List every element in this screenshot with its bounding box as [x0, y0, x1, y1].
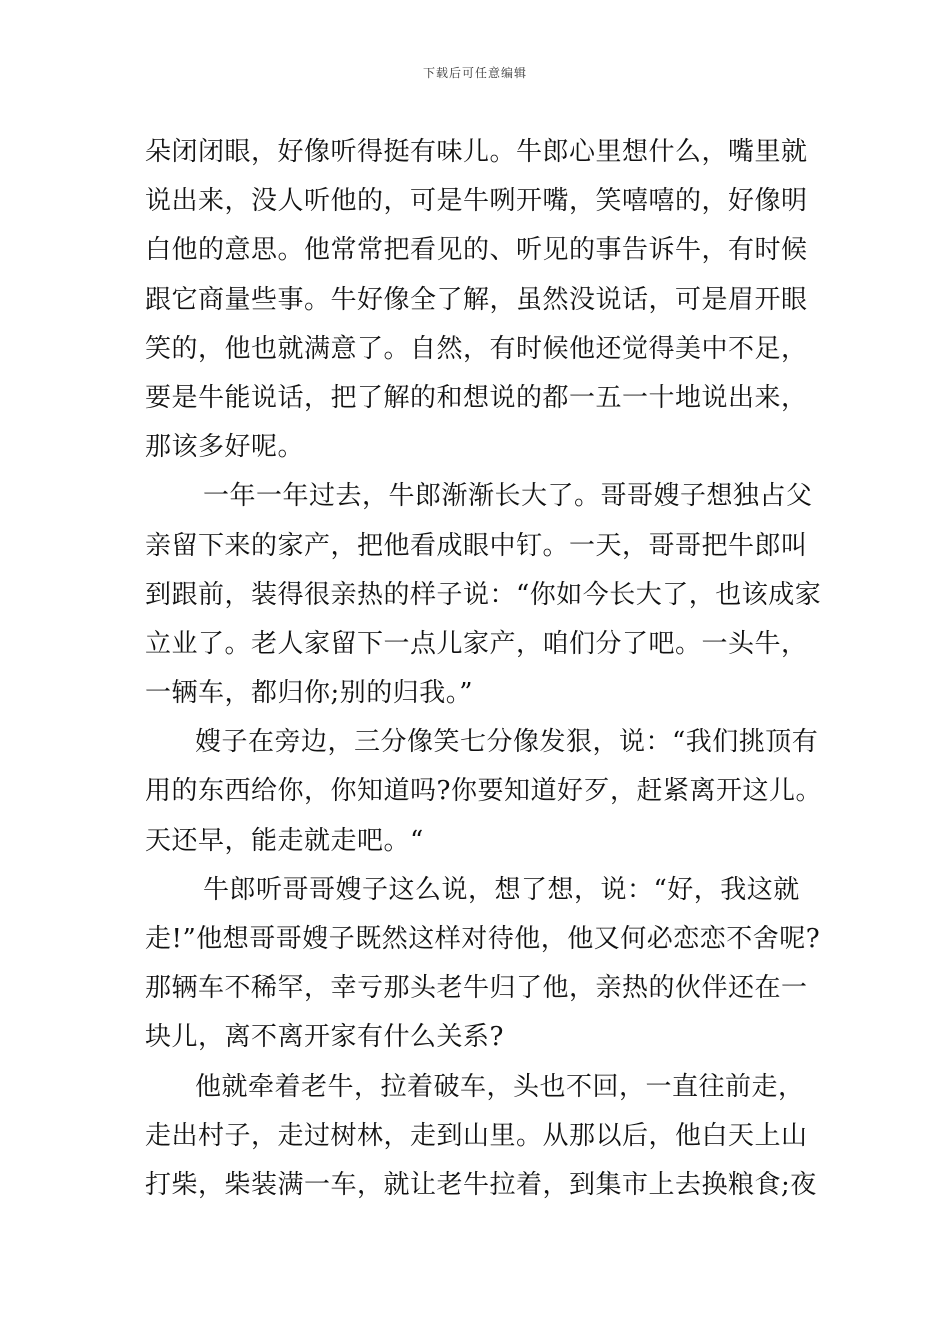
text-line: 块儿，离不离开家有什么关系?: [145, 1022, 504, 1053]
text-line: 牛郎听哥哥嫂子这么说，想了想，说：“好，我这就: [203, 874, 800, 905]
text-line: 用的东西给你，你知道吗?你要知道好歹，赶紧离开这儿。: [145, 776, 822, 807]
text-line: 亲留下来的家产，把他看成眼中钉。一天，哥哥把牛郎叫: [145, 530, 808, 561]
page-header: 下载后可任意编辑: [422, 66, 527, 80]
text-line: 说出来，没人听他的，可是牛咧开嘴，笑嘻嘻的，好像明: [145, 186, 808, 217]
text-line: 笑的，他也就满意了。自然，有时候他还觉得美中不足，: [145, 333, 808, 364]
text-line: 一辆车，都归你;别的归我。”: [145, 678, 474, 709]
document-body: [145, 128, 825, 1210]
text-line: 一年一年过去，牛郎渐渐长大了。哥哥嫂子想独占父: [203, 481, 813, 512]
text-line: 他就牵着老牛，拉着破车，头也不回，一直往前走，: [195, 1071, 805, 1102]
text-line: 嫂子在旁边，三分像笑七分像发狠，说：“我们挑顶有: [195, 727, 819, 758]
text-line: 那该多好呢。: [145, 432, 305, 463]
text-line: 走出村子，走过树林，走到山里。从那以后，他白天上山: [145, 1120, 808, 1151]
text-line: 白他的意思。他常常把看见的、听见的事告诉牛，有时候: [145, 235, 808, 266]
text-line: 到跟前，装得很亲热的样子说：“你如今长大了，也该成家: [145, 579, 822, 610]
text-line: 跟它商量些事。牛好像全了解，虽然没说话，可是眉开眼: [145, 284, 808, 315]
text-line: 立业了。老人家留下一点儿家产，咱们分了吧。一头牛，: [145, 628, 808, 659]
text-line: 天还早，能走就走吧。“: [145, 825, 424, 856]
text-line: 朵闭闭眼，好像听得挺有味儿。牛郎心里想什么，嘴里就: [145, 137, 808, 167]
text-line: 要是牛能说话，把了解的和想说的都一五一十地说出来，: [145, 382, 808, 413]
text-line: 打柴，柴装满一车，就让老牛拉着，到集市上去换粮食;夜: [145, 1169, 817, 1200]
text-line: 走!”他想哥哥嫂子既然这样对待他，他又何必恋恋不舍呢?: [145, 924, 821, 954]
text-line: 那辆车不稀罕，幸亏那头老牛归了他，亲热的伙伴还在一: [145, 973, 808, 1004]
